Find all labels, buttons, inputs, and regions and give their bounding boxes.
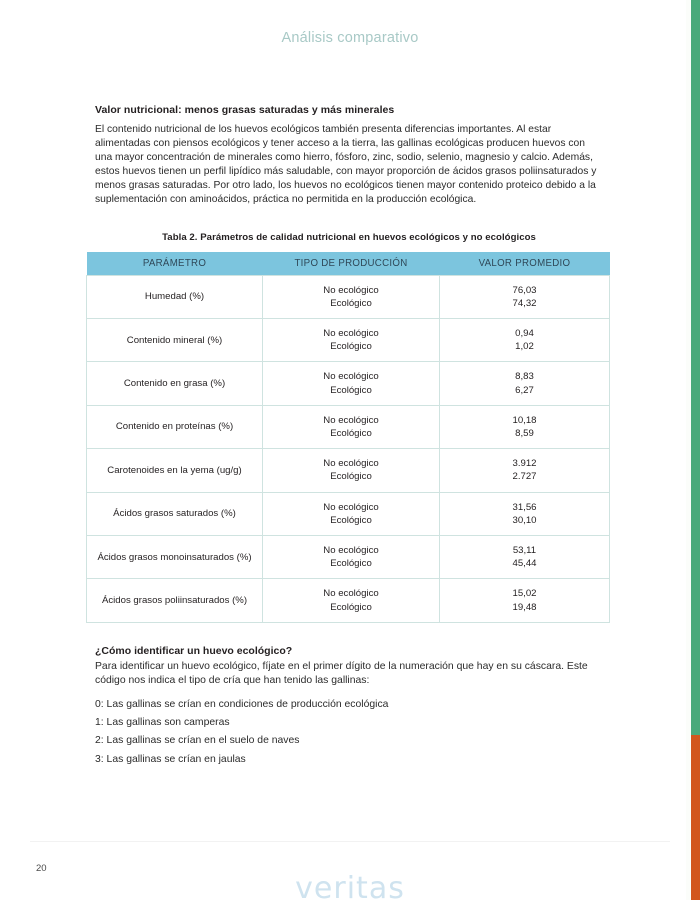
list-item: 1: Las gallinas son camperas (95, 717, 230, 729)
cell-production-type (263, 275, 440, 318)
list-item: 2: Las gallinas se crían en el suelo de naves (95, 735, 300, 747)
table-row (87, 492, 610, 535)
production-type-organic: Ecológico (330, 427, 372, 439)
production-type-conventional: No ecológico (323, 501, 379, 513)
footer-divider (30, 841, 670, 842)
production-type-conventional: No ecológico (323, 414, 379, 426)
cell-production-type (263, 492, 440, 535)
table-header-row (87, 252, 610, 276)
table-row (87, 362, 610, 405)
nutritional-quality-table (86, 252, 610, 623)
production-type-organic: Ecológico (330, 558, 372, 570)
production-type-conventional: No ecológico (323, 545, 379, 556)
value-organic: 8,59 (515, 427, 534, 439)
value-conventional: 0,94 (515, 327, 534, 339)
table-caption: Tabla 2. Parámetros de calidad nutricional en huevos ecológicos y no ecológicos (162, 231, 536, 243)
cell-average-value (440, 275, 610, 318)
cell-parameter: Ácidos grasos saturados (%) (87, 492, 263, 535)
section-paragraph: El contenido nutricional de los huevos ecológicos también presenta diferencias importantes. Al estar alimentadas con piensos ecológicos y tener acceso a la tierra, las gallinas ecológicas producen huevos con una mayor concentración de minerales como hierro, fósforo, zinc, sodio, selenio, magnesio y calcio. Además, estos huevos tienen un perfil lipídico más saludable, con mayor proporción de ácidos grasos poliinsaturados y menos grasas saturadas. Por otro lado, los huevos no ecológicos tienen mayor contenido proteico debido a la suplementación con aminoácidos, práctica no permitida en la producción ecológica. (95, 124, 597, 206)
value-organic: 1,02 (515, 341, 534, 353)
cell-production-type (263, 536, 440, 579)
table-row (87, 275, 610, 318)
table-row (87, 536, 610, 579)
cell-average-value (440, 362, 610, 405)
cell-parameter: Humedad (%) (87, 275, 263, 318)
value-conventional: 8,83 (515, 371, 534, 383)
cell-average-value (440, 536, 610, 579)
cell-average-value (440, 492, 610, 535)
production-type-organic: Ecológico (330, 514, 372, 526)
identify-heading: ¿Cómo identificar un huevo ecológico? (95, 644, 293, 657)
table-row (87, 449, 610, 492)
production-type-conventional: No ecológico (323, 284, 379, 296)
column-header-average-value: VALOR PROMEDIO (440, 252, 610, 276)
identify-paragraph: Para identificar un huevo ecológico, fíjate en el primer dígito de la numeración que hay en su cáscara. Este código nos indica el tipo de cría que han tenido las gallinas: (95, 660, 588, 687)
cell-parameter: Ácidos grasos poliinsaturados (%) (87, 579, 263, 622)
cell-parameter: Ácidos grasos monoinsaturados (%) (87, 536, 263, 579)
value-organic: 19,48 (512, 601, 537, 613)
cell-production-type (263, 405, 440, 448)
list-item: 3: Las gallinas se crían en jaulas (95, 753, 246, 765)
production-type-organic: Ecológico (330, 384, 372, 396)
production-type-conventional: No ecológico (323, 588, 379, 600)
cell-average-value (440, 405, 610, 448)
cell-parameter: Contenido en proteínas (%) (87, 405, 263, 448)
production-type-conventional: No ecológico (323, 327, 379, 339)
production-type-organic: Ecológico (330, 341, 372, 353)
production-type-organic: Ecológico (330, 601, 372, 613)
value-organic: 6,27 (515, 384, 534, 396)
cell-parameter: Carotenoides en la yema (ug/g) (87, 449, 263, 492)
production-type-conventional: No ecológico (323, 458, 379, 470)
cell-average-value (440, 449, 610, 492)
cell-average-value (440, 318, 610, 361)
identify-section (95, 645, 603, 769)
value-organic: 30,10 (512, 514, 537, 526)
table-row (87, 405, 610, 448)
value-conventional: 10,18 (512, 414, 537, 426)
cell-production-type (263, 318, 440, 361)
veritas-logo: veritas (295, 871, 405, 906)
production-type-conventional: No ecológico (323, 371, 379, 383)
value-conventional: 15,02 (512, 588, 537, 600)
table-row (87, 579, 610, 622)
cell-parameter: Contenido mineral (%) (87, 318, 263, 361)
section-heading: Valor nutricional: menos grasas saturadas y más minerales (95, 104, 395, 116)
page-content (95, 104, 603, 769)
column-header-parameter: PARÁMETRO (87, 252, 263, 276)
value-conventional: 76,03 (512, 284, 537, 296)
running-head: Análisis comparativo (281, 30, 419, 46)
cell-production-type (263, 449, 440, 492)
value-conventional: 31,56 (512, 501, 537, 513)
value-organic: 74,32 (512, 297, 537, 309)
list-item: 0: Las gallinas se crían en condiciones de producción ecológica (95, 699, 389, 710)
value-conventional: 53,11 (512, 545, 537, 556)
page-number: 20 (36, 863, 47, 874)
value-organic: 2.727 (512, 471, 537, 483)
cell-production-type (263, 579, 440, 622)
production-type-organic: Ecológico (330, 471, 372, 483)
cell-production-type (263, 362, 440, 405)
egg-code-list (95, 696, 603, 769)
cell-parameter: Contenido en grasa (%) (87, 362, 263, 405)
cell-average-value (440, 579, 610, 622)
value-conventional: 3.912 (512, 458, 537, 470)
table-row (87, 318, 610, 361)
production-type-organic: Ecológico (330, 297, 372, 309)
page-edge-stripe (691, 0, 700, 900)
column-header-production-type: TIPO DE PRODUCCIÓN (263, 252, 440, 276)
value-organic: 45,44 (512, 558, 537, 570)
edge-stripe-green-segment (691, 0, 700, 735)
